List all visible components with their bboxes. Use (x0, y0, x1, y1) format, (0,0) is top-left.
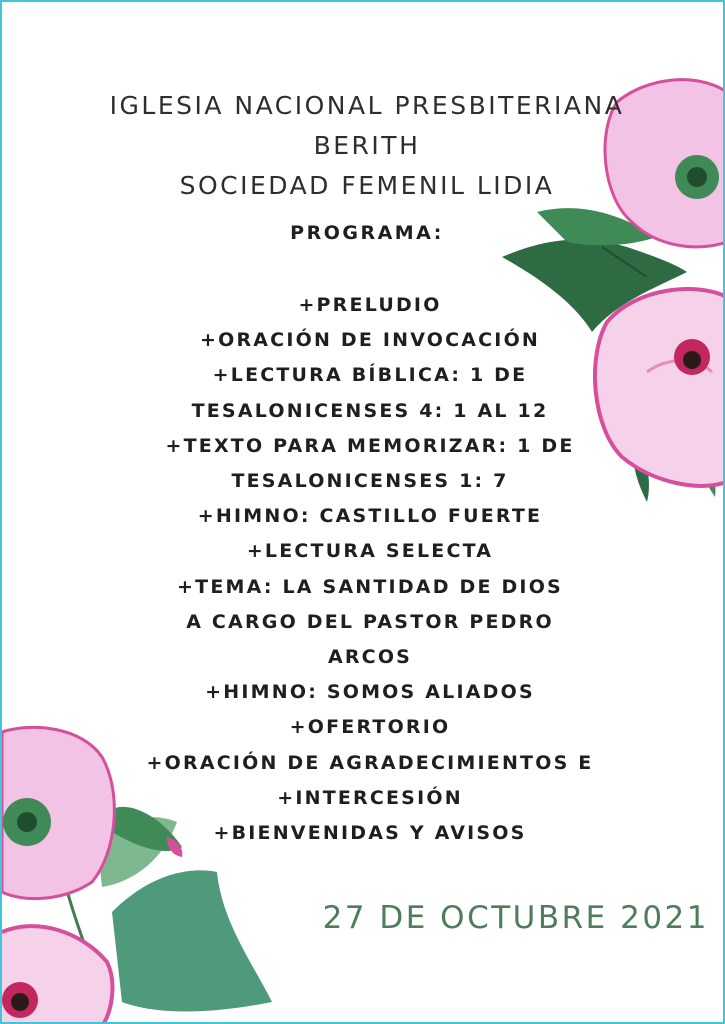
church-name: IGLESIA NACIONAL PRESBITERIANA (109, 91, 625, 120)
program-item: ARCOS (327, 646, 413, 669)
church-header (2, 86, 725, 206)
program-item: TESALONICENSES 4: 1 AL 12 (191, 399, 549, 422)
program-item: +INTERCESIÓN (277, 786, 463, 809)
program-item: +HIMNO: SOMOS ALIADOS (205, 681, 535, 704)
program-item: +LECTURA SELECTA (246, 540, 494, 563)
program-item: A CARGO DEL PASTOR PEDRO (186, 610, 554, 633)
program-item: TESALONICENSES 1: 7 (231, 470, 509, 493)
program-item: +PRELUDIO (298, 294, 442, 316)
program-item: +LECTURA BÍBLICA: 1 DE (212, 364, 528, 387)
society-name: SOCIEDAD FEMENIL LIDIA (179, 171, 555, 200)
program-item: +TEMA: LA SANTIDAD DE DIOS (177, 575, 563, 598)
program-item: +TEXTO PARA MEMORIZAR: 1 DE (165, 434, 575, 457)
program-title: PROGRAMA: (290, 222, 444, 244)
program-item: +OFERTORIO (289, 716, 451, 739)
church-subname: BERITH (313, 131, 421, 160)
program-item: +ORACIÓN DE INVOCACIÓN (199, 329, 541, 352)
program-item: +ORACIÓN DE AGRADECIMIENTOS E (146, 751, 594, 774)
program-item: +BIENVENIDAS Y AVISOS (213, 822, 527, 845)
program-list (2, 288, 725, 851)
program-item: +HIMNO: CASTILLO FUERTE (197, 505, 543, 528)
event-date: 27 DE OCTUBRE 2021 (322, 900, 709, 936)
